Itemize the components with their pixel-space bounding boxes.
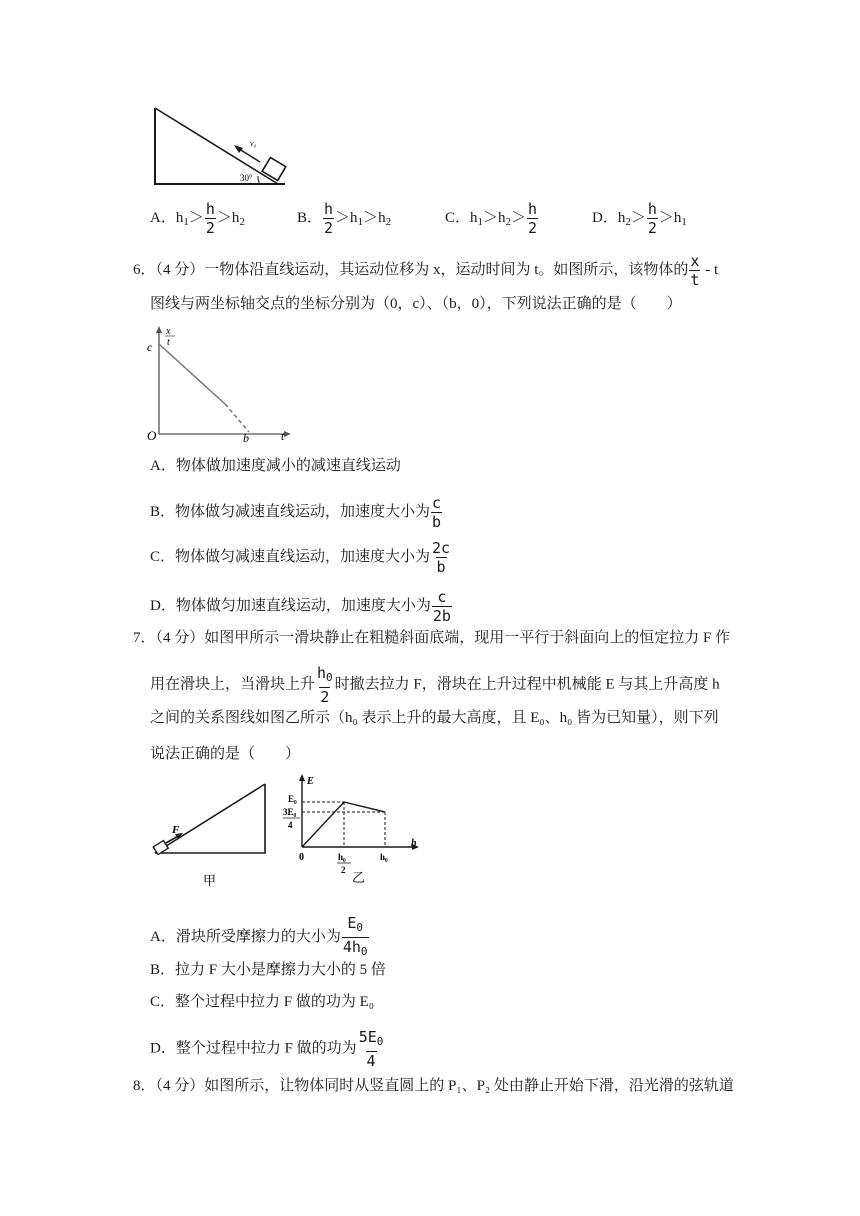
- q7-stem-line4: 说法正确的是（ ）: [150, 746, 301, 762]
- q7-yi-e-label: E: [307, 776, 314, 787]
- q6-option-b[interactable]: B．物体做匀减速直线运动，加速度大小为 $\frac{c}{b}$: [150, 494, 442, 531]
- q7-stem-line1: 7．（4 分）如图甲所示一滑块静止在粗糙斜面底端，现用一平行于斜面向上的恒定拉力 F 作: [133, 630, 731, 646]
- q5-velocity-label: v₀: [250, 139, 257, 148]
- q8-stem-line1: 8．（4 分）如图所示，让物体同时从竖直圆上的 P₁、P₂ 处由静止开始下滑，沿光滑的弦轨道: [133, 1078, 734, 1094]
- q7-yi-3e0-den: 4: [288, 820, 293, 830]
- q7-figure-yi: [280, 772, 425, 892]
- q6-graph-y-den: t: [167, 337, 170, 348]
- q7-yi-h-label: h: [411, 838, 417, 849]
- q6-graph-y-num: x: [166, 326, 171, 337]
- q7-yi-e0: E₀: [288, 794, 297, 804]
- q5-option-c[interactable]: C．$h_1>h_2>$ $\frac{h}{2}$: [445, 200, 538, 237]
- q7-option-d[interactable]: D．整个过程中拉力 F 做的功为 $\frac{5E_0}{4}$: [150, 1028, 384, 1070]
- q5-incline-figure: [150, 104, 290, 186]
- q7-force-label: F: [172, 824, 180, 836]
- q6-option-d[interactable]: D．物体做匀加速直线运动，加速度大小为 $\frac{c}{2b}$: [150, 588, 451, 625]
- q7-yi-half-num: h₀: [338, 852, 346, 862]
- q5-option-a[interactable]: A．$h_1>$ $\frac{h}{2}$ $>h_2$: [150, 200, 245, 237]
- q6-option-a[interactable]: A．物体做加速度减小的减速直线运动: [150, 458, 401, 474]
- q5-angle-label: 30°: [240, 173, 253, 183]
- q7-yi-h0: h₀: [380, 852, 388, 862]
- q6-graph-c: c: [147, 340, 153, 354]
- q7-yi-half-den: 2: [341, 865, 346, 875]
- q7-option-a[interactable]: A．滑块所受摩擦力的大小为 $\frac{E_0}{4h_0}$: [150, 914, 370, 961]
- q7-option-c[interactable]: C．整个过程中拉力 F 做的功为 E₀: [150, 994, 374, 1010]
- q6-option-c[interactable]: C．物体做匀减速直线运动，加速度大小为 $\frac{2c}{b}$: [150, 539, 451, 576]
- q6-graph-t: t: [281, 429, 285, 443]
- q6-stem-line2: 图线与两坐标轴交点的坐标分别为（0，c）、（b，0），下列说法正确的是（ ）: [150, 296, 682, 312]
- q6-graph-origin: O: [147, 428, 157, 443]
- q6-graph-b: b: [243, 431, 249, 445]
- q7-figure-jia: [150, 780, 272, 890]
- q5-option-d[interactable]: D．$h_2>$ $\frac{h}{2}$ $>h_1$: [592, 200, 687, 237]
- q7-caption-yi: 乙: [352, 870, 366, 885]
- q7-yi-3e0-num: 3E₀: [283, 807, 297, 817]
- q7-yi-origin: 0: [299, 852, 304, 863]
- q7-stem-line3: 之间的关系图线如图乙所示（h₀ 表示上升的最大高度，且 E₀、h₀ 皆为已知量），则下列: [150, 710, 719, 726]
- q7-stem-line2: 用在滑块上，当滑块上升 $\frac{h_0}{2}$ 时撤去拉力 F，滑块在上升过程中机械能 E 与其上升高度 h: [150, 664, 720, 706]
- q6-stem-line1: 6．（4 分）一物体沿直线运动，其运动位移为 x，运动时间为 t。如图所示，该物体的 $\frac{x}{t}$ - t: [133, 252, 719, 289]
- q7-option-b[interactable]: B．拉力 F 大小是摩擦力大小的 5 倍: [150, 962, 386, 978]
- q7-caption-jia: 甲: [203, 873, 217, 888]
- q6-xt-graph: [145, 324, 295, 446]
- q5-option-b[interactable]: B． $\frac{h}{2}$ $>h_1>h_2$: [297, 200, 392, 237]
